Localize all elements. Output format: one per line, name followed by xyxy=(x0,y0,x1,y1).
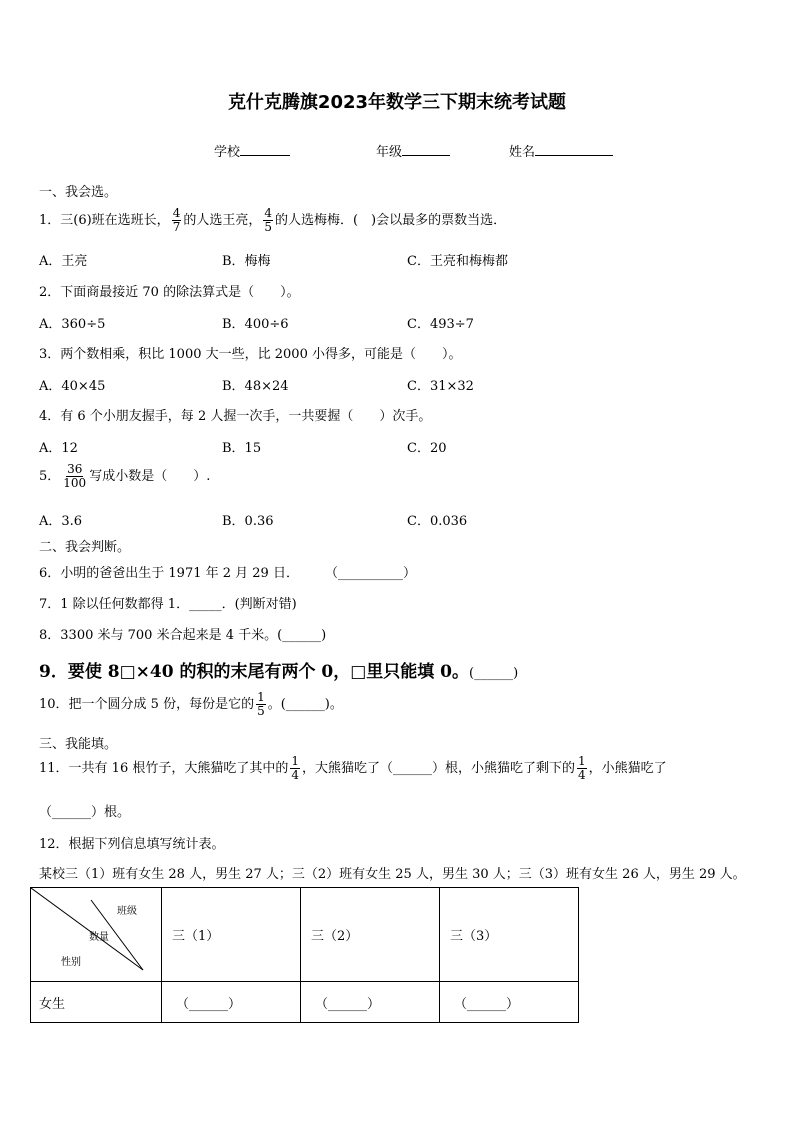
row-label-girls: 女生 xyxy=(31,982,162,1023)
q4-option-b[interactable]: B．15 xyxy=(222,441,262,456)
girls-class-2-blank[interactable]: （______） xyxy=(301,982,440,1023)
grade-label: 年级 xyxy=(376,145,403,160)
question-11 xyxy=(39,755,667,782)
section-2-heading: 二、我会判断。 xyxy=(39,540,131,555)
diag-label-gender: 性别 xyxy=(61,957,81,968)
diag-label-class: 班级 xyxy=(117,906,137,917)
column-header-class-2: 三（2） xyxy=(301,888,440,982)
q5-fraction: $\frac{36}{100}$ xyxy=(63,462,87,490)
question-8: 8．3300 米与 700 米合起来是 4 千米。(______) xyxy=(39,628,327,643)
q5-option-c[interactable]: C．0.036 xyxy=(407,514,468,529)
diagonal-header-cell xyxy=(31,888,162,982)
diag-label-quantity: 数量 xyxy=(89,932,109,943)
section-1-heading: 一、我会选。 xyxy=(39,185,118,200)
q11-text-post: ，小熊猫吃了 xyxy=(588,761,667,776)
q3-option-b[interactable]: B．48×24 xyxy=(222,379,289,394)
q10-text-post: 。(______)。 xyxy=(267,697,343,712)
name-blank[interactable] xyxy=(535,143,613,156)
question-6: 6．小明的爸爸出生于 1971 年 2 月 29 日． xyxy=(39,566,299,581)
school-field xyxy=(214,141,290,160)
q5-option-b[interactable]: B．0.36 xyxy=(222,514,274,529)
question-5 xyxy=(39,463,210,490)
question-12: 12．根据下列信息填写统计表。 xyxy=(39,837,225,852)
q9-answer-blank[interactable]: (______) xyxy=(469,666,519,681)
section-3-heading: 三、我能填。 xyxy=(39,737,118,752)
statistics-table xyxy=(30,887,579,1023)
question-4: 4．有 6 个小朋友握手，每 2 人握一次手，一共要握（ ）次手。 xyxy=(39,409,432,424)
q11-fraction-2: $\frac{1}{4}$ xyxy=(578,754,586,782)
q5-text-post: 写成小数是（ ）. xyxy=(89,469,211,484)
q3-option-a[interactable]: A．40×45 xyxy=(39,379,106,394)
q1-option-a[interactable]: A．王亮 xyxy=(39,254,88,269)
column-header-class-1: 三（1） xyxy=(162,888,301,982)
q1-text-post: 的人选梅梅．( )会以最多的票数当选． xyxy=(274,213,507,228)
q4-option-a[interactable]: A．12 xyxy=(39,441,78,456)
q5-option-a[interactable]: A．3.6 xyxy=(39,514,83,529)
question-10 xyxy=(39,691,343,718)
q11-text-mid: ，大熊猫吃了（______）根，小熊猫吃了剩下的 xyxy=(302,761,576,776)
table-header-row xyxy=(31,888,579,982)
q4-option-c[interactable]: C．20 xyxy=(407,441,447,456)
q11-text-pre: 11．一共有 16 根竹子，大熊猫吃了其中的 xyxy=(39,761,289,776)
question-1 xyxy=(39,207,506,234)
q10-fraction: $\frac{1}{5}$ xyxy=(257,690,265,718)
q1-option-c[interactable]: C．王亮和梅梅都 xyxy=(407,254,508,269)
q11-fraction-1: $\frac{1}{4}$ xyxy=(291,754,299,782)
q1-text-pre: 1．三(6)班在选班长， xyxy=(39,213,170,228)
q9-text: 9．要使 8□×40 的积的末尾有两个 0，□里只能填 0。 xyxy=(39,662,470,682)
q2-option-b[interactable]: B．400÷6 xyxy=(222,317,289,332)
girls-class-3-blank[interactable]: （______） xyxy=(440,982,579,1023)
name-label: 姓名 xyxy=(509,145,536,160)
page-title: 克什克腾旗2023年数学三下期末统考试题 xyxy=(227,92,567,113)
grade-field xyxy=(376,141,450,160)
question-9 xyxy=(39,657,518,682)
column-header-class-3: 三（3） xyxy=(440,888,579,982)
question-7: 7．1 除以任何数都得 1．_____．(判断对错) xyxy=(39,597,297,612)
question-2: 2．下面商最接近 70 的除法算式是（ ）。 xyxy=(39,285,300,300)
q1-fraction-2: $\frac{4}{5}$ xyxy=(264,206,272,234)
q6-answer-blank[interactable]: （__________） xyxy=(325,566,417,581)
question-3: 3．两个数相乘，积比 1000 大一些，比 2000 小得多，可能是（ ）。 xyxy=(39,347,462,362)
q11-line-2: （______）根。 xyxy=(39,805,131,820)
q12-info-text: 某校三（1）班有女生 28 人，男生 27 人；三（2）班有女生 25 人，男生 30 人；三（3）班有女生 26 人，男生 29 人。 xyxy=(39,867,746,882)
name-field xyxy=(509,141,613,160)
q2-option-c[interactable]: C．493÷7 xyxy=(407,317,474,332)
girls-class-1-blank[interactable]: （______） xyxy=(162,982,301,1023)
q1-option-b[interactable]: B．梅梅 xyxy=(222,254,271,269)
q5-text-pre: 5． xyxy=(39,469,61,484)
table-row-girls xyxy=(31,982,579,1023)
q10-text-pre: 10．把一个圆分成 5 份，每份是它的 xyxy=(39,697,255,712)
q1-text-mid: 的人选王亮， xyxy=(183,213,262,228)
school-label: 学校 xyxy=(214,145,241,160)
grade-blank[interactable] xyxy=(402,143,450,156)
q1-fraction-1: $\frac{4}{7}$ xyxy=(172,206,181,234)
q3-option-c[interactable]: C．31×32 xyxy=(407,379,474,394)
q2-option-a[interactable]: A．360÷5 xyxy=(39,317,106,332)
school-blank[interactable] xyxy=(240,143,290,156)
